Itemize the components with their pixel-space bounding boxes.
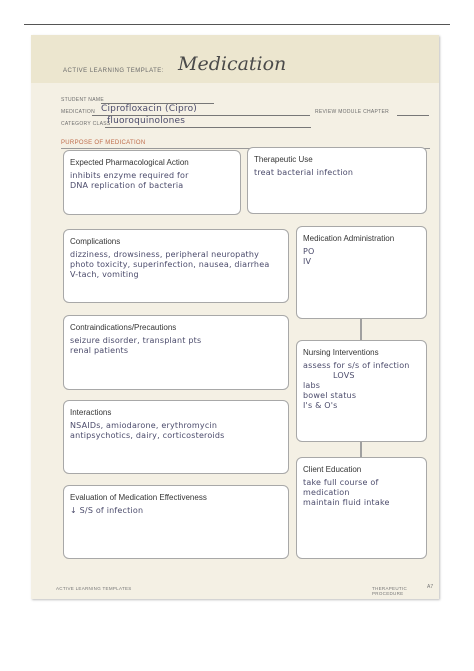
evaluation-body[interactable] — [70, 506, 284, 516]
connector-nursing-education — [360, 442, 362, 457]
top-rule — [24, 24, 450, 25]
template-label: ACTIVE LEARNING TEMPLATE: — [63, 68, 164, 74]
expected-action-line: DNA replication of bacteria — [70, 181, 184, 190]
medication-administration-title: Medication Administration — [303, 234, 395, 243]
page-number: A7 — [427, 584, 434, 590]
nursing-interventions-body[interactable] — [303, 361, 422, 411]
medication-administration-box — [296, 226, 427, 319]
client-education-line: maintain fluid intake — [303, 498, 390, 507]
complications-line: dizziness, drowsiness, peripheral neuropathy — [70, 250, 260, 259]
evaluation-line: ↓ S/S of infection — [70, 506, 144, 515]
interactions-body[interactable] — [70, 421, 284, 441]
interactions-title: Interactions — [70, 408, 112, 417]
footer-left: ACTIVE LEARNING TEMPLATES — [56, 586, 132, 591]
client-education-body[interactable] — [303, 478, 422, 508]
category-label: CATEGORY CLASS — [61, 121, 111, 127]
contraindications-box — [63, 315, 289, 390]
nursing-line: labs — [303, 381, 321, 390]
contraindications-body[interactable] — [70, 336, 284, 356]
complications-line: photo toxicity, superinfection, nausea, diarrhea — [70, 260, 270, 269]
purpose-label: PURPOSE OF MEDICATION — [61, 140, 146, 146]
student-name-label: STUDENT NAME — [61, 97, 104, 103]
nursing-line: bowel status — [303, 391, 357, 400]
complications-title: Complications — [70, 237, 121, 246]
therapeutic-use-title: Therapeutic Use — [254, 155, 313, 164]
category-value[interactable]: fluoroquinolones — [107, 116, 186, 126]
interactions-line: NSAIDs, amiodarone, erythromycin — [70, 421, 218, 430]
expected-action-line: inhibits enzyme required for — [70, 171, 189, 180]
complications-box — [63, 229, 289, 303]
complications-line: V-tach, vomiting — [70, 270, 139, 279]
administration-line: PO — [303, 247, 315, 256]
client-education-line: medication — [303, 488, 350, 497]
therapeutic-use-box — [247, 147, 427, 214]
interactions-box — [63, 400, 289, 474]
medication-value[interactable]: Ciprofloxacin (Cipro) — [101, 104, 197, 114]
footer-right: THERAPEUTIC PROCEDURE — [372, 586, 408, 596]
client-education-box — [296, 457, 427, 559]
chapter-label: REVIEW MODULE CHAPTER — [315, 109, 390, 115]
nursing-line: I's & O's — [303, 401, 338, 410]
expected-action-title: Expected Pharmacological Action — [70, 158, 189, 167]
contraindications-line: seizure disorder, transplant pts — [70, 336, 202, 345]
nursing-interventions-box — [296, 340, 427, 442]
nursing-interventions-title: Nursing Interventions — [303, 348, 379, 357]
client-education-title: Client Education — [303, 465, 362, 474]
evaluation-title: Evaluation of Medication Effectiveness — [70, 493, 207, 502]
evaluation-box — [63, 485, 289, 559]
interactions-line: antipsychotics, dairy, corticosteroids — [70, 431, 225, 440]
page-title: Medication — [178, 53, 287, 75]
contraindications-title: Contraindications/Precautions — [70, 323, 177, 332]
medication-template-sheet — [31, 35, 439, 599]
category-line — [105, 127, 311, 128]
expected-action-box — [63, 150, 241, 215]
connector-admin-nursing — [360, 318, 362, 340]
administration-line: IV — [303, 257, 312, 266]
therapeutic-use-body[interactable] — [254, 168, 422, 178]
nursing-line: LOVS — [333, 371, 355, 380]
chapter-line — [397, 115, 429, 116]
contraindications-line: renal patients — [70, 346, 129, 355]
therapeutic-use-line: treat bacterial infection — [254, 168, 354, 177]
medication-label: MEDICATION — [61, 109, 96, 115]
client-education-line: take full course of — [303, 478, 379, 487]
expected-action-body[interactable] — [70, 171, 236, 191]
medication-administration-body[interactable] — [303, 247, 422, 267]
nursing-line: assess for s/s of infection — [303, 361, 410, 370]
complications-body[interactable] — [70, 250, 284, 280]
